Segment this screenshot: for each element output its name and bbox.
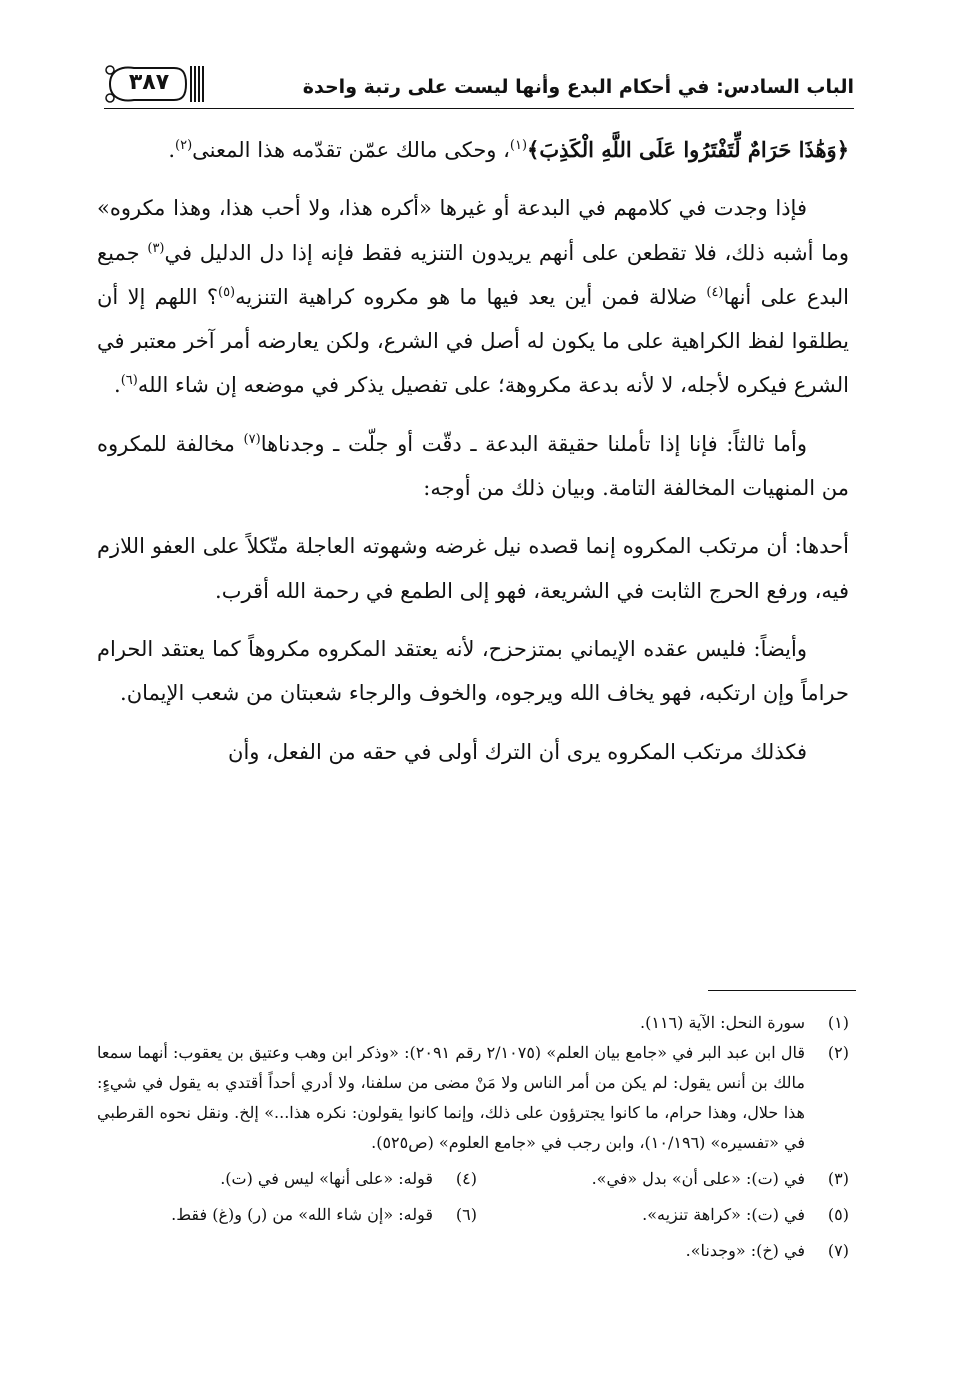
footnote-ref-2[interactable]: (٢) xyxy=(175,138,193,153)
footnote-row-5-6 xyxy=(97,1200,849,1230)
footnote-row-3-4 xyxy=(97,1164,849,1194)
paragraph-1-end: . xyxy=(168,138,176,162)
paragraph-2 xyxy=(97,186,849,407)
paragraph-3 xyxy=(97,422,849,511)
footnote-4 xyxy=(105,1164,477,1194)
footnote-text: في (خ): «وجدنا». xyxy=(685,1241,805,1260)
footnote-number: (٤) xyxy=(455,1169,477,1188)
paragraph-2-d: ؟ اللهم إلا أن يطلقوا لفظ الكراهية على ما يكون له أصل في الشرع، ولكن يعارضه أمر آخر معتبر في الشرع فيكره لأجله، لا لأنه بدعة مكروهة؛ على تفصيل يذكر في موضعه إن شاء الله xyxy=(97,284,849,398)
footnote-3 xyxy=(477,1164,849,1194)
footnote-ref-7[interactable]: (٧) xyxy=(243,431,261,447)
quran-verse: ﴿وَهَٰذَا حَرَامٌ لِّتَفْتَرُوا عَلَى اللَّهِ الْكَذِبَ﴾ xyxy=(527,137,849,162)
paragraph-2-b: جميع البدع على أنها xyxy=(97,240,849,309)
footnote-5 xyxy=(477,1200,849,1230)
paragraph-6: فكذلك مرتكب المكروه يرى أن الترك أولى في حقه من الفعل، وأن xyxy=(228,739,807,764)
header-chapter: الباب السادس: xyxy=(716,76,854,98)
running-header xyxy=(104,62,854,112)
footnote-text: قوله: «إن شاء الله» من (ر) و(غ) فقط. xyxy=(171,1205,433,1224)
footnote-1 xyxy=(97,1008,849,1038)
footnote-ref-4[interactable]: (٤) xyxy=(706,284,724,300)
footnote-text: قال ابن عبد البر في «جامع بيان العلم» (٢/١٠٧٥ رقم ٢٠٩١): «وذكر ابن وهب وعتيق بن يعقوب: أنهما سمعا مالك بن أنس يقول: لم يكن من أمر الناس ولا مَنْ مضى من سلفنا، ولا أدري أحداً أقتدي به يقول في شيءٍ: هذا حلال، وهذا حرام، ما كانوا يجترؤون على ذلك، وإنما كانوا يقولون: نكره هذا...» إلخ. ونقل نحوه القرطبي في «تفسيره» (١٠/١٩٦)، وابن رجب في «جامع العلوم» (ص٥٢٥). xyxy=(97,1043,805,1152)
header-chapter-title: في أحكام البدع وأنها ليست على رتبة واحدة xyxy=(302,76,710,98)
paragraph-2-c: ضلالة فمن أين يعد فيها ما هو مكروه كراهية التنزيه xyxy=(235,284,707,309)
footnote-2 xyxy=(97,1038,849,1158)
paragraph-3-b: مخالفة للمكروه من المنهيات المخالفة التامة. وبيان ذلك من أوجه: xyxy=(97,431,849,501)
footnote-number: (٦) xyxy=(455,1205,477,1224)
paragraph-5: وأيضاً: فليس عقده الإيماني بمتزحزح، لأنه يعتقد المكروه مكروهاً كما يعتقد الحرام حراماً وإن ارتكبه، فهو يخاف الله ويرجوه، والخوف والرجاء شعبتان من شعب الإيمان. xyxy=(97,636,849,706)
footnote-number: (١) xyxy=(827,1013,849,1032)
footnotes xyxy=(97,1008,849,1266)
footnote-ref-3[interactable]: (٣) xyxy=(147,240,165,256)
header-divider xyxy=(104,108,854,109)
footnote-text: في (ت): «على أن» بدل «في». xyxy=(591,1169,805,1188)
footnote-7 xyxy=(97,1236,849,1266)
paragraph-3-a: وأما ثالثاً: فإنا إذا تأملنا حقيقة البدعة ـ دقّت أو جلّت ـ وجدناها xyxy=(260,431,807,456)
footnote-text: في (ت): «كراهة تنزيه». xyxy=(642,1205,805,1224)
footnote-6 xyxy=(105,1200,477,1230)
footnote-number: (٥) xyxy=(827,1205,849,1224)
footnote-divider xyxy=(708,990,856,991)
page-number-ornament xyxy=(104,62,204,104)
footnote-number: (٧) xyxy=(827,1241,849,1260)
footnote-text: قوله: «على أنها» ليس في (ت). xyxy=(220,1169,433,1188)
main-text xyxy=(97,128,849,788)
paragraph-1 xyxy=(97,128,849,172)
footnote-ref-5[interactable]: (٥) xyxy=(217,284,236,300)
footnote-number: (٣) xyxy=(827,1169,849,1188)
paragraph-2-end: . xyxy=(114,373,121,398)
header-title xyxy=(303,76,854,98)
paragraph-1-text: ، وحكى مالك عمّن تقدّمه هذا المعنى xyxy=(192,138,510,162)
paragraph-4: أحدها: أن مرتكب المكروه إنما قصده نيل غرضه وشهوته العاجلة متّكلاً على العفو اللازم فيه، ورفع الحرج الثابت في الشريعة، فهو إلى الطمع في رحمة الله أقرب. xyxy=(97,534,849,603)
page-number: ٣٨٧ xyxy=(128,70,170,95)
footnote-text: سورة النحل: الآية (١١٦). xyxy=(640,1013,805,1032)
footnote-ref-6[interactable]: (٦) xyxy=(120,373,138,389)
footnote-number: (٢) xyxy=(827,1043,849,1062)
footnote-ref-1[interactable]: (١) xyxy=(509,138,528,153)
paragraph-2-a: فإذا وجدت في كلامهم في البدعة أو غيرها «أكره هذا، ولا أحب هذا، وهذا مكروه» وما أشبه ذلك، فلا تقطعن على أنهم يريدون التنزيه فقط فإنه إذا دل الدليل في xyxy=(97,196,849,265)
